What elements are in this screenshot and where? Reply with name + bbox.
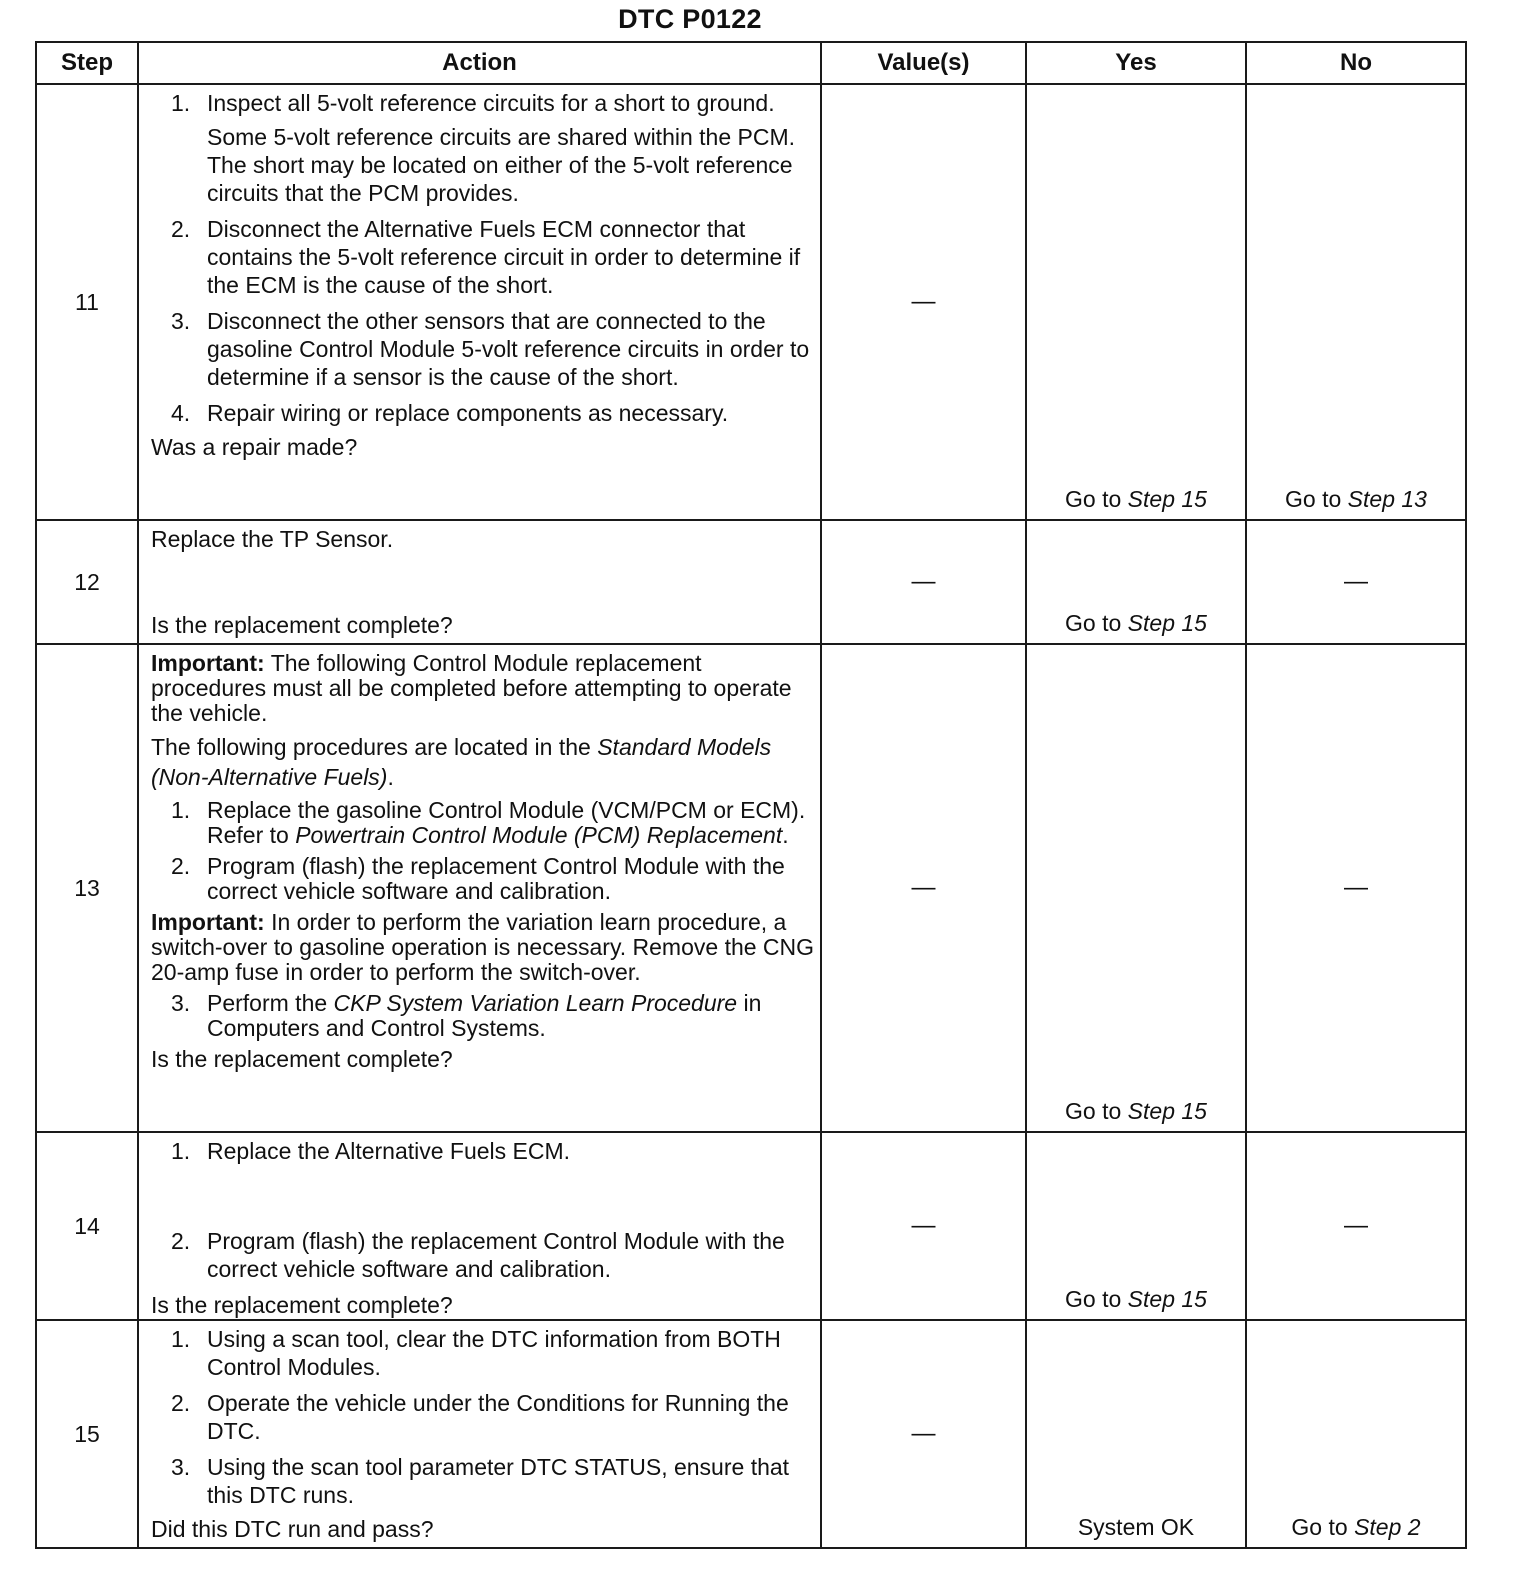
no-cell: — bbox=[1246, 644, 1466, 1132]
step-link[interactable]: Step 15 bbox=[1127, 1286, 1207, 1312]
location-note: The following procedures are located in the Standard Models (Non-Alternative Fuels). bbox=[151, 734, 772, 790]
header-step: Step bbox=[36, 42, 138, 84]
yes-cell: Go to Step 15 bbox=[1026, 84, 1246, 520]
important-note: Important: In order to perform the variation learn procedure, a switch-over to gasoline operation is necessary. Remove the CNG 20-amp fuse in order to perform the switch-over. bbox=[151, 909, 815, 985]
list-item: 4. Repair wiring or replace components as necessary. bbox=[171, 400, 729, 426]
question-text: Was a repair made? bbox=[151, 434, 358, 460]
step-number: 11 bbox=[36, 84, 138, 520]
header-values: Value(s) bbox=[821, 42, 1026, 84]
header-action: Action bbox=[138, 42, 821, 84]
list-item: 2. Operate the vehicle under the Conditions for Running the DTC. bbox=[171, 1390, 789, 1444]
action-cell bbox=[138, 644, 821, 1132]
action-text: Replace the TP Sensor. bbox=[151, 526, 394, 552]
step-number: 13 bbox=[36, 644, 138, 1132]
step-link[interactable]: Step 15 bbox=[1127, 610, 1207, 636]
action-list bbox=[151, 89, 818, 427]
value-cell: — bbox=[821, 644, 1026, 1132]
no-cell: — bbox=[1246, 520, 1466, 644]
value-cell: — bbox=[821, 1132, 1026, 1320]
list-item: 2. Program (flash) the replacement Control Module with the correct vehicle software and calibration. bbox=[171, 1228, 785, 1282]
list-item: 1. Replace the Alternative Fuels ECM. bbox=[171, 1138, 571, 1164]
question-text: Is the replacement complete? bbox=[151, 612, 453, 638]
question-text: Is the replacement complete? bbox=[151, 1046, 453, 1072]
list-item: 1. Using a scan tool, clear the DTC information from BOTH Control Modules. bbox=[171, 1326, 781, 1380]
page-title: DTC P0122 bbox=[618, 4, 762, 34]
question-text: Did this DTC run and pass? bbox=[151, 1516, 434, 1542]
no-cell: — bbox=[1246, 1132, 1466, 1320]
list-item: 3. Using the scan tool parameter DTC STATUS, ensure that this DTC runs. bbox=[171, 1454, 790, 1508]
table-row-step-12 bbox=[36, 520, 1466, 644]
dtc-table bbox=[35, 41, 1467, 1549]
table-row-step-13 bbox=[36, 644, 1466, 1132]
no-cell: Go to Step 13 bbox=[1246, 84, 1466, 520]
yes-cell: System OK bbox=[1026, 1320, 1246, 1548]
list-item: 3. Disconnect the other sensors that are connected to the gasoline Control Module 5-volt reference circuits in order to determine if a sensor is the cause of the short. bbox=[171, 308, 810, 390]
action-list bbox=[151, 1325, 818, 1509]
list-item: 2. Disconnect the Alternative Fuels ECM connector that contains the 5-volt reference circuit in order to determine if the ECM is the cause of the short. bbox=[171, 216, 801, 298]
table-row-step-15 bbox=[36, 1320, 1466, 1548]
step-link[interactable]: Step 15 bbox=[1127, 1098, 1207, 1124]
table-row-step-14 bbox=[36, 1132, 1466, 1320]
step-number: 15 bbox=[36, 1320, 138, 1548]
list-item: 1. Inspect all 5-volt reference circuits for a short to ground. Some 5-volt reference circuits are shared within the PCM. The short may be located on either of the 5-volt reference circuits that the PCM provides. bbox=[171, 90, 796, 206]
action-cell bbox=[138, 1320, 821, 1548]
question-text: Is the replacement complete? bbox=[151, 1292, 453, 1318]
action-cell bbox=[138, 1132, 821, 1320]
important-note: Important: The following Control Module replacement procedures must all be completed before attempting to operate the vehicle. bbox=[151, 650, 792, 726]
value-cell: — bbox=[821, 520, 1026, 644]
header-yes: Yes bbox=[1026, 42, 1246, 84]
action-cell bbox=[138, 520, 821, 644]
step-link[interactable]: Step 13 bbox=[1347, 486, 1427, 512]
step-number: 14 bbox=[36, 1132, 138, 1320]
step-number: 12 bbox=[36, 520, 138, 644]
step-link[interactable]: Step 2 bbox=[1354, 1514, 1421, 1540]
no-cell: Go to Step 2 bbox=[1246, 1320, 1466, 1548]
value-cell: — bbox=[821, 84, 1026, 520]
list-item: 1. Replace the gasoline Control Module (VCM/PCM or ECM). Refer to Powertrain Control Module (PCM) Replacement. bbox=[171, 797, 806, 848]
step-link[interactable]: Step 15 bbox=[1127, 486, 1207, 512]
yes-cell: Go to Step 15 bbox=[1026, 644, 1246, 1132]
list-item: 2. Program (flash) the replacement Control Module with the correct vehicle software and calibration. bbox=[171, 853, 785, 904]
value-cell: — bbox=[821, 1320, 1026, 1548]
yes-cell: Go to Step 15 bbox=[1026, 520, 1246, 644]
list-item: 3. Perform the CKP System Variation Learn Procedure in Computers and Control Systems. bbox=[171, 990, 762, 1041]
action-cell bbox=[138, 84, 821, 520]
yes-cell: Go to Step 15 bbox=[1026, 1132, 1246, 1320]
header-no: No bbox=[1246, 42, 1466, 84]
header-row bbox=[36, 42, 1466, 84]
table-row-step-11 bbox=[36, 84, 1466, 520]
